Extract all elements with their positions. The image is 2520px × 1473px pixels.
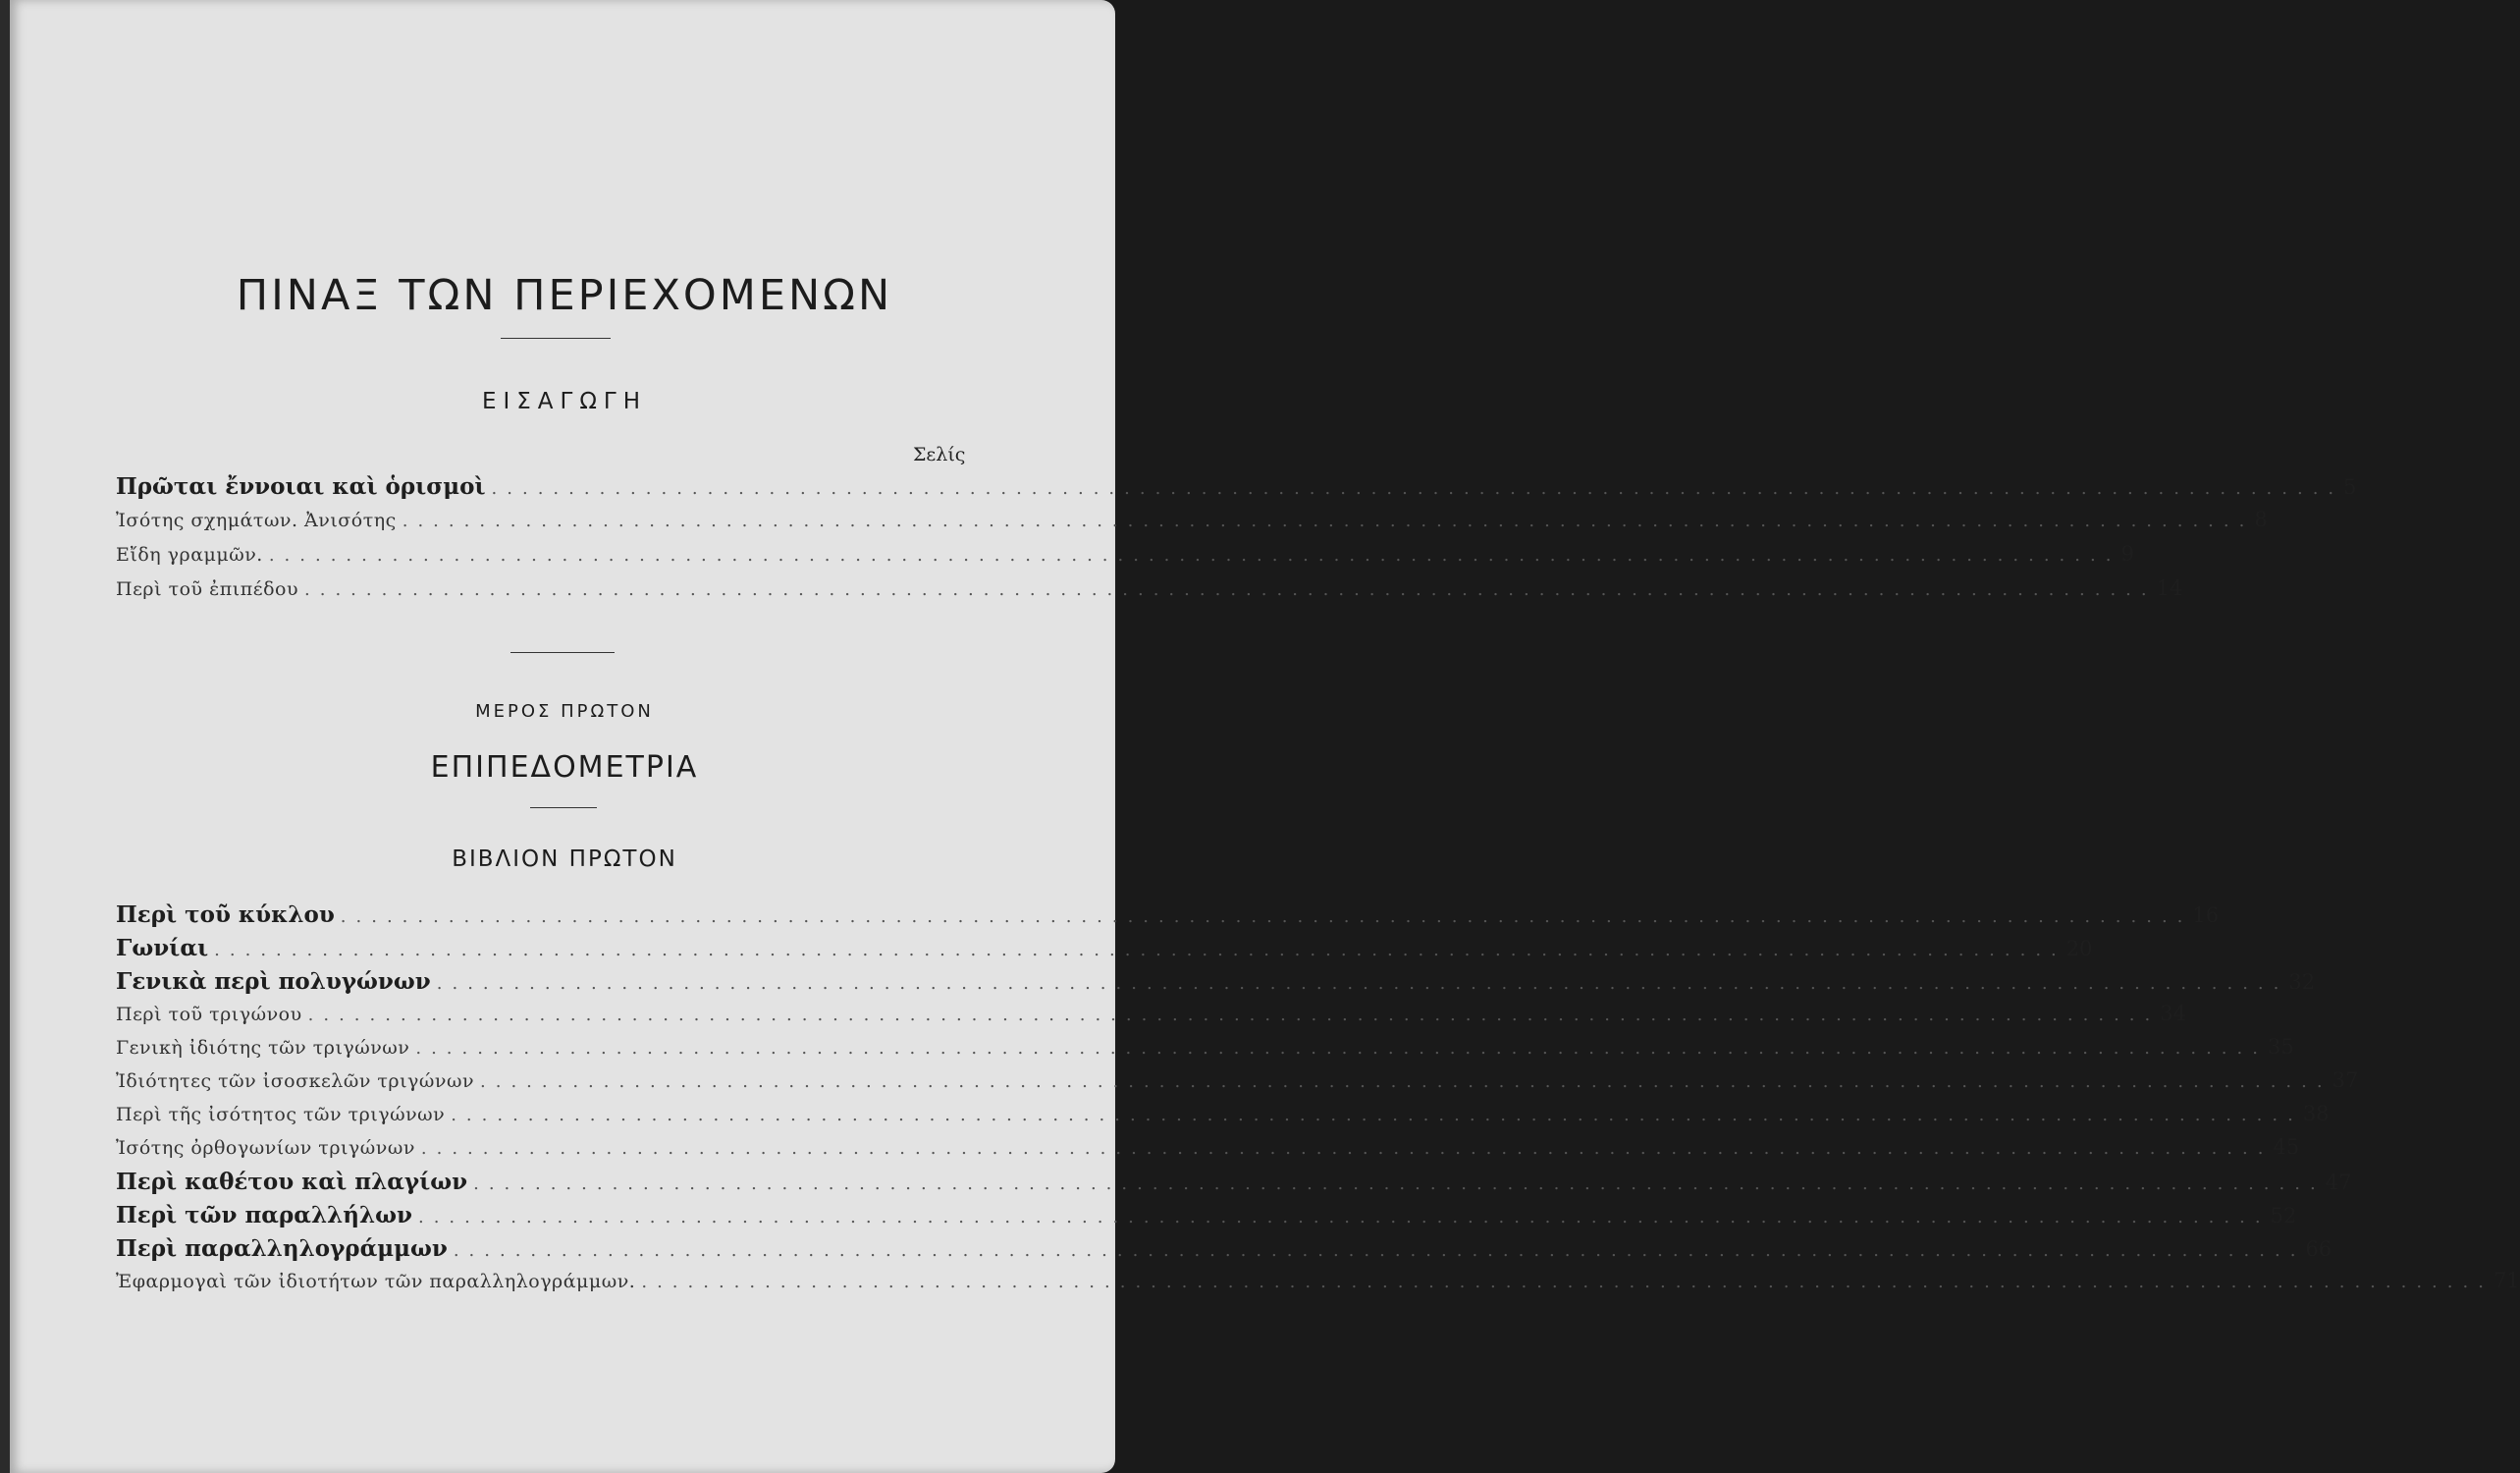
toc-entry (116, 901, 2220, 928)
toc-leader-dots: ........................................................................................................................ (268, 545, 2121, 566)
toc-entry-label: Περὶ τῆς ἰσότητος τῶν τριγώνων (116, 1104, 446, 1125)
toc-entry-label: Πρῶται ἔννοιαι καὶ ὁρισμοὶ (116, 473, 486, 500)
toc-leader-dots: ........................................................................................................................ (415, 1038, 2268, 1059)
toc-entry-page: 45 (2273, 1135, 2300, 1159)
toc-entry (116, 1235, 2332, 1262)
toc-leader-dots: ........................................................................................................................ (453, 1240, 2306, 1261)
toc-entry-label: Ἰσότης ὀρθογωνίων τριγώνων (116, 1137, 415, 1159)
toc-entry (116, 1102, 2330, 1125)
toc-entry (116, 935, 2093, 961)
toc-entry-page: 71 (2493, 1269, 2520, 1292)
toc-entry-page: 8 (2254, 508, 2268, 531)
toc-entry (116, 1169, 2352, 1195)
toc-entry (116, 508, 2268, 531)
book-spine (0, 0, 10, 1473)
toc-leader-dots: ........................................................................................................................ (480, 1071, 2332, 1092)
part-title: ΕΠΙΠΕΔΟΜΕΤΡΙΑ (430, 750, 699, 785)
toc-entry-label: Γωνίαι (116, 935, 209, 961)
toc-entry-label: Περὶ καθέτου καὶ πλαγίων (116, 1169, 468, 1195)
section-divider (510, 652, 615, 653)
toc-leader-dots: ........................................................................................................................ (491, 478, 2344, 499)
page-column-label: Σελίς (913, 444, 966, 465)
toc-leader-dots: ........................................................................................................................ (420, 1138, 2274, 1159)
toc-entry-page: 20 (2065, 937, 2093, 960)
toc-entry (116, 542, 2134, 566)
intro-heading: ΕΙΣΑΓΩΓΗ (481, 389, 648, 414)
toc-entry-label: Περὶ παραλληλογράμμων (116, 1235, 448, 1262)
toc-leader-dots: ........................................................................................................................ (641, 1272, 2493, 1292)
toc-entry (116, 576, 2183, 600)
toc-entry-label: Ἰσότης σχημάτων. Ἀνισότης (116, 510, 397, 531)
toc-entry-label: Γενικὰ περὶ πολυγώνων (116, 968, 431, 995)
toc-entry-label: Ἐφαρμογαὶ τῶν ἰδιοτήτων τῶν παραλληλογράμμων. (116, 1271, 636, 1292)
toc-entry-page: 35 (2267, 1035, 2294, 1059)
toc-entry (116, 473, 2357, 500)
toc-leader-dots: ........................................................................................................................ (214, 940, 2066, 960)
toc-entry-page: 47 (2325, 1171, 2352, 1194)
toc-entry (116, 1135, 2300, 1159)
toc-entry (116, 1202, 2297, 1228)
toc-entry-page: 9 (2120, 542, 2134, 566)
toc-entry (116, 1035, 2294, 1059)
title-divider (501, 338, 611, 339)
toc-entry (116, 1002, 2186, 1025)
toc-leader-dots: ........................................................................................................................ (307, 1005, 2161, 1025)
toc-entry-label: Περὶ τοῦ τριγώνου (116, 1004, 302, 1025)
toc-leader-dots: ........................................................................................................................ (304, 579, 2157, 600)
toc-entry-page: 32 (2288, 970, 2316, 994)
toc-leader-dots: ........................................................................................................................ (473, 1173, 2326, 1194)
part-divider (530, 807, 597, 808)
toc-leader-dots: ........................................................................................................................ (340, 906, 2193, 927)
toc-leader-dots: ........................................................................................................................ (417, 1207, 2271, 1228)
toc-leader-dots: ........................................................................................................................ (402, 511, 2255, 531)
toc-entry (116, 1269, 2520, 1292)
toc-entry (116, 1068, 2359, 1092)
toc-entry-label: Περὶ τοῦ ἐπιπέδου (116, 578, 299, 600)
toc-entry-page: 38 (2302, 1102, 2330, 1125)
toc-entry-page: 16 (2192, 903, 2220, 927)
toc-entry-label: Περὶ τοῦ κύκλου (116, 901, 335, 928)
toc-entry-page: 14 (2156, 576, 2183, 600)
toc-entry-label: Ἰδιότητες τῶν ἰσοσκελῶν τριγώνων (116, 1070, 474, 1092)
toc-leader-dots: ........................................................................................................................ (451, 1105, 2303, 1125)
page-title: ΠΙΝΑΞ ΤΩΝ ΠΕΡΙΕΧΟΜΕΝΩΝ (236, 271, 893, 320)
toc-entry-page: 37 (2332, 1068, 2359, 1092)
toc-entry-page: 52 (2270, 1204, 2297, 1228)
toc-entry-page: 5 (2343, 475, 2357, 499)
toc-entry-page: 34 (2160, 1002, 2186, 1025)
book-heading: ΒΙΒΛΙΟΝ ΠΡΩΤΟΝ (452, 846, 677, 872)
part-label: ΜΕΡΟΣ ΠΡΩΤΟΝ (475, 701, 654, 722)
toc-entry-page: 66 (2305, 1237, 2332, 1261)
toc-entry-label: Περὶ τῶν παραλλήλων (116, 1202, 412, 1228)
toc-entry-label: Γενικὴ ἰδιότης τῶν τριγώνων (116, 1037, 410, 1059)
toc-entry (116, 968, 2316, 995)
toc-entry-label: Εἴδη γραμμῶν. (116, 544, 263, 566)
toc-leader-dots: ........................................................................................................................ (436, 973, 2289, 994)
